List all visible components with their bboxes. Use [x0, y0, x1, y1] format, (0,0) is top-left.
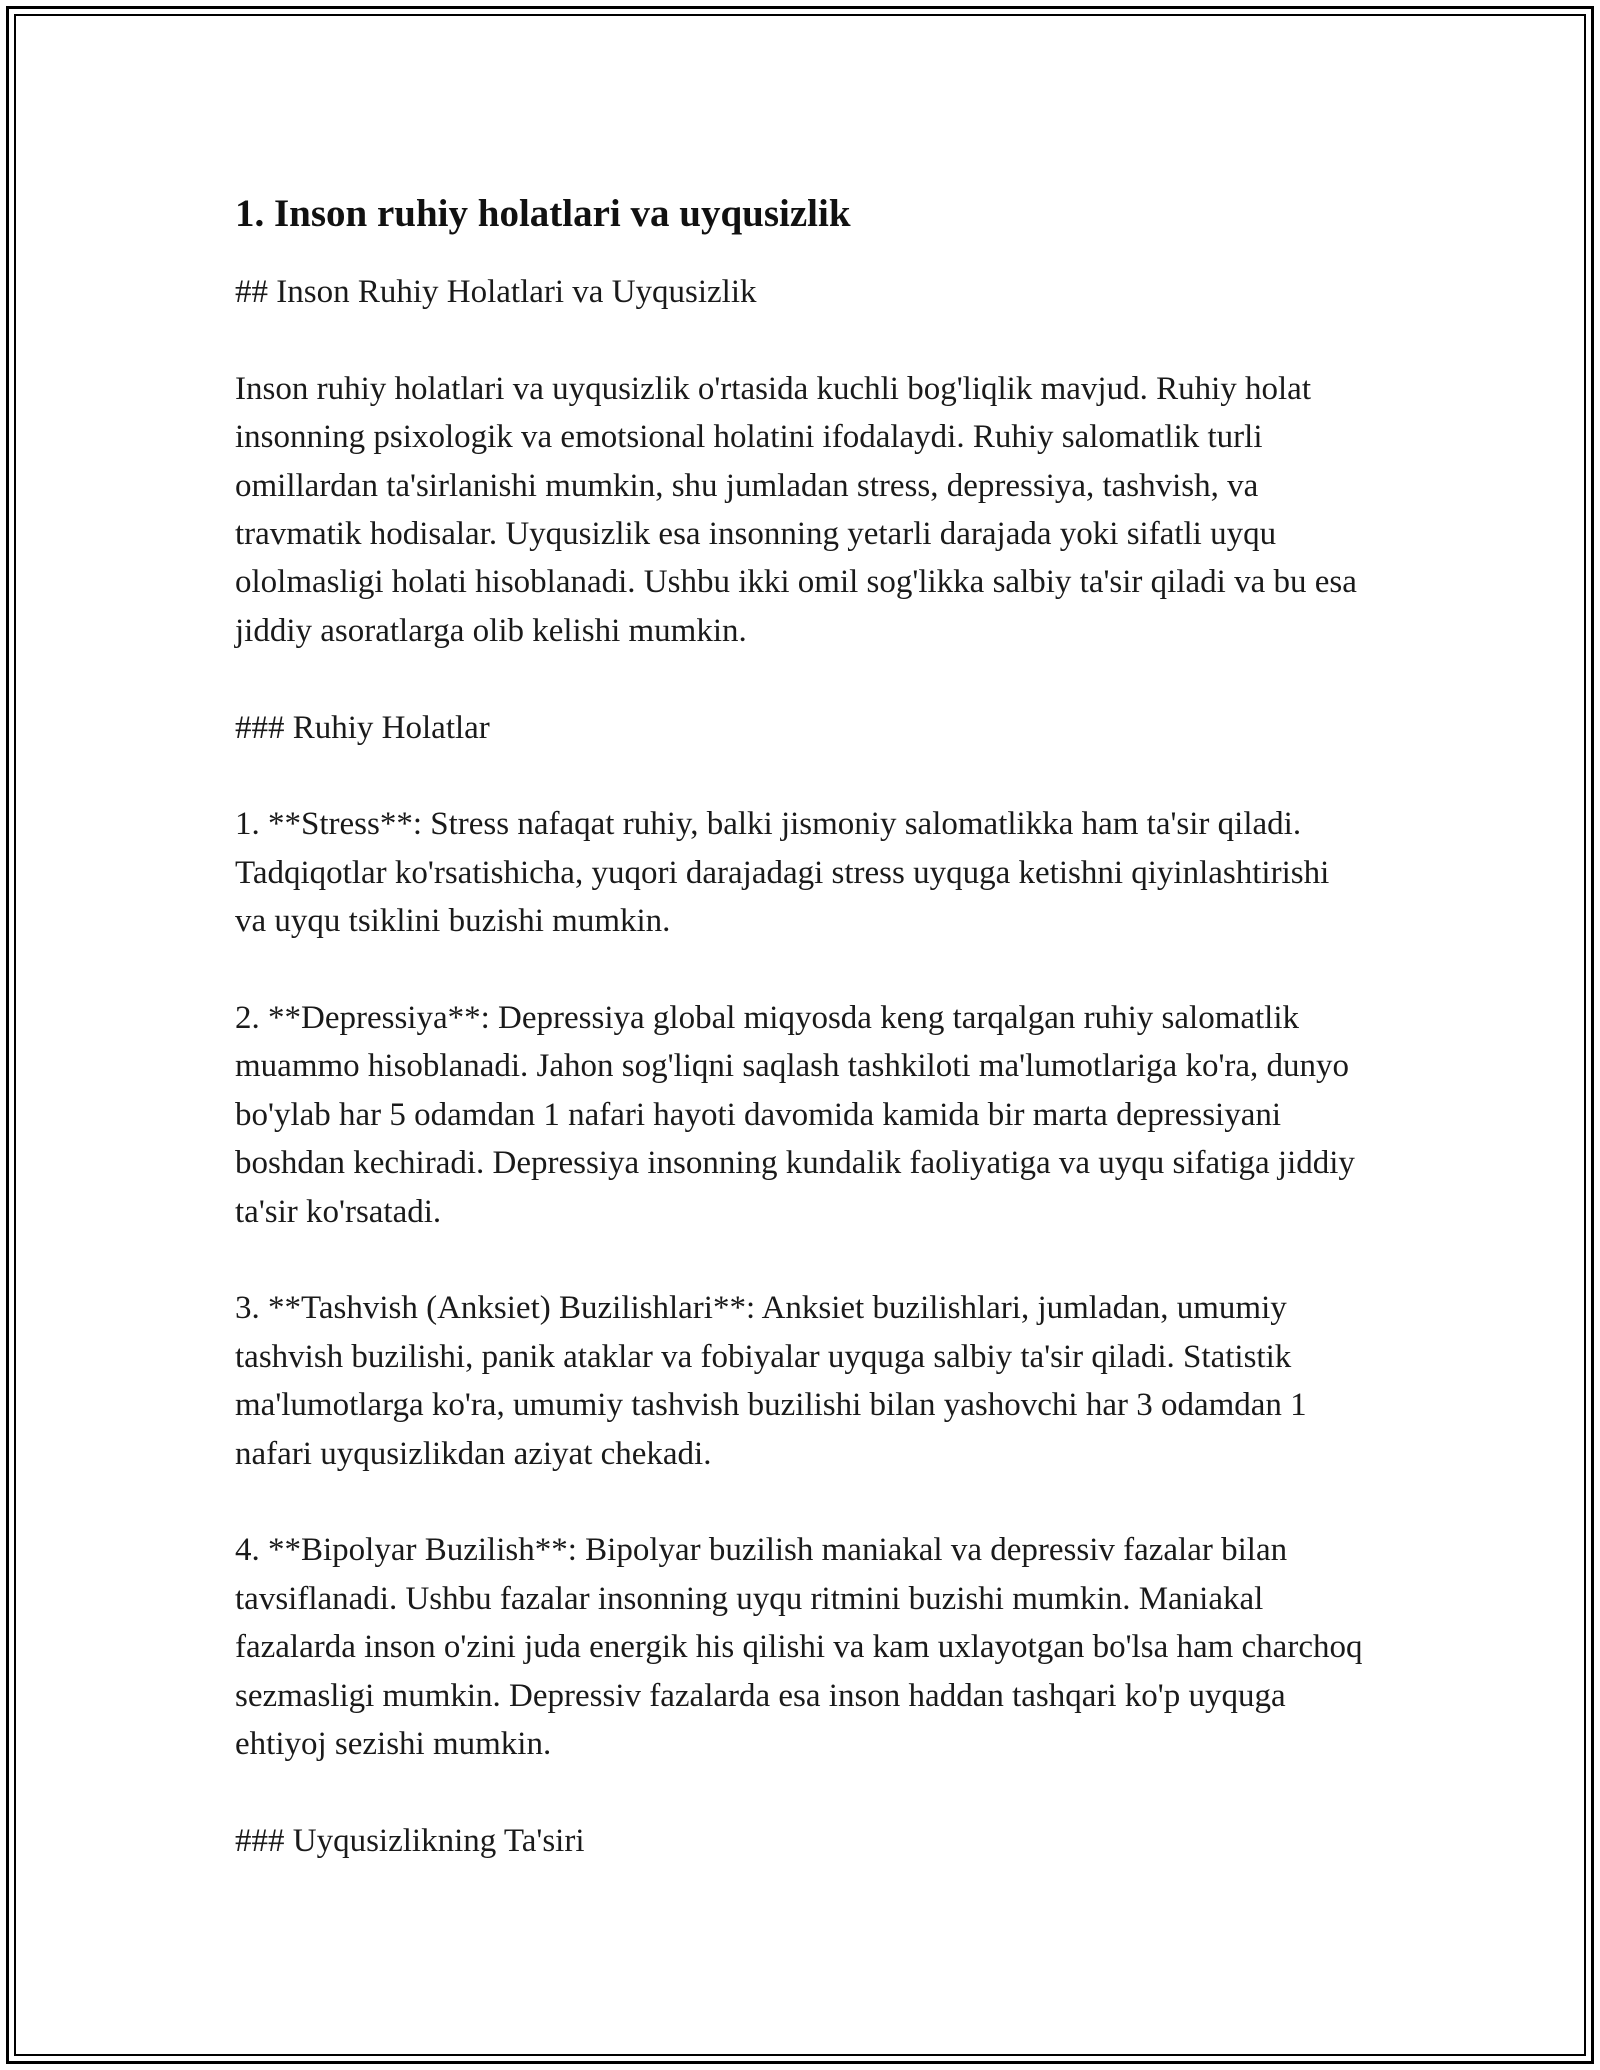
- list-item-depression: 2. **Depressiya**: Depressiya global miqyosda keng tarqalgan ruhiy salomatlik muammo hisoblanadi. Jahon sog'liqni saqlash tashkiloti ma'lumotlariga ko'ra, dunyo bo'ylab har 5 odamdan 1 nafari hayoti davomida kamida bir marta depressiyani boshdan kechiradi. Depressiya insonning kundalik faoliyatiga va uyqu sifatiga jiddiy ta'sir ko'rsatadi.: [235, 1000, 1355, 1230]
- section-heading: ## Inson Ruhiy Holatlari va Uyqusizlik: [235, 274, 757, 310]
- subsection-heading: ### Uyqusizlikning Ta'siri: [235, 1822, 585, 1859]
- list-item-anxiety: 3. **Tashvish (Anksiet) Buzilishlari**: Anksiet buzilishlari, jumladan, umumiy tashvish buzilishi, panik ataklar va fobiyalar uyquga salbiy ta'sir qiladi. Statistik ma'lumotlarga ko'ra, umumiy tashvish buzilishi bilan yashovchi har 3 odamdan 1 nafari uyqusizlikdan aziyat chekadi.: [235, 1290, 1307, 1472]
- list-item-bipolar: 4. **Bipolyar Buzilish**: Bipolyar buzilish maniakal va depressiv fazalar bilan tavsiflanadi. Ushbu fazalar insonning uyqu ritmini buzishi mumkin. Maniakal fazalarda inson o'zini juda energik his qilishi va kam uxlayotgan bo'lsa ham charchoq sezmasligi mumkin. Depressiv fazalarda esa inson haddan tashqari ko'p uyquga ehtiyoj sezishi mumkin.: [235, 1532, 1363, 1763]
- list-item-stress: 1. **Stress**: Stress nafaqat ruhiy, balki jismoniy salomatlikka ham ta'sir qiladi. Tadqiqotlar ko'rsatishicha, yuqori darajadagi stress uyquga ketishni qiyinlashtirishi va uyqu tsiklini buzishi mumkin.: [235, 806, 1330, 940]
- document-title: 1. Inson ruhiy holatlari va uyqusizlik: [235, 192, 851, 235]
- document-body: [235, 188, 1365, 1914]
- intro-paragraph: Inson ruhiy holatlari va uyqusizlik o'rtasida kuchli bog'liqlik mavjud. Ruhiy holat insonning psixologik va emotsional holatini ifodalaydi. Ruhiy salomatlik turli omillardan ta'sirlanishi mumkin, shu jumladan stress, depressiya, tashvish, va travmatik hodisalar. Uyqusizlik esa insonning yetarli darajada yoki sifatli uyqu ololmasligi holati hisoblanadi. Ushbu ikki omil sog'likka salbiy ta'sir qiladi va bu esa jiddiy asoratlarga olib kelishi mumkin.: [235, 370, 1357, 649]
- subsection-heading: ### Ruhiy Holatlar: [235, 709, 490, 746]
